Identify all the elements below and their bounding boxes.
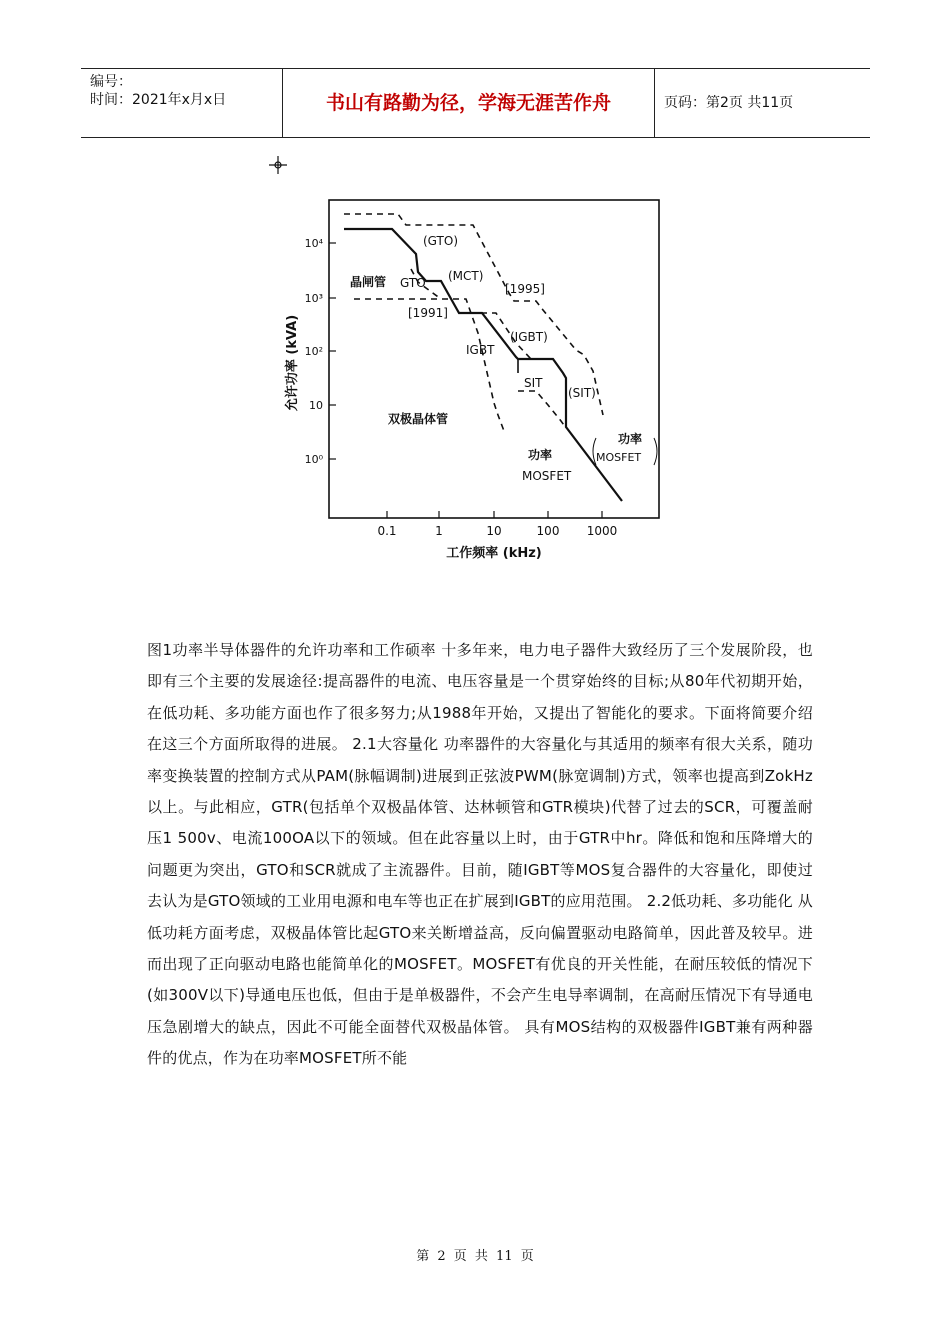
figure-plot-frame <box>329 200 659 518</box>
gto-projected-label: (GTO) <box>423 234 459 248</box>
year-1991-label: [1991] <box>408 306 448 320</box>
y-tick-label: 10² <box>304 345 323 358</box>
x-tick-label: 1 <box>435 524 443 538</box>
power-mosfet-label-top: 功率 <box>528 448 553 462</box>
y-axis-title: 允许功率 (kVA) <box>285 314 300 412</box>
y-tick-label: 10⁰ <box>304 453 323 466</box>
bjt-label: 双极晶体管 <box>388 412 449 426</box>
power-frequency-figure <box>266 183 680 575</box>
thyristor-label: 晶闸管 <box>350 275 387 289</box>
header-meta-cell <box>81 69 283 137</box>
power-mosfet-label-bottom: MOSFET <box>522 469 572 483</box>
header-motto: 书山有路勤为径，学海无涯苦作舟 <box>283 69 655 137</box>
x-axis-ticks <box>387 511 602 518</box>
y-tick-label: 10³ <box>304 292 323 305</box>
y-axis-ticks <box>329 243 336 459</box>
igbt-projected-label: (IGBT) <box>510 330 548 344</box>
page-header <box>81 68 870 138</box>
x-tick-label: 1000 <box>586 524 618 538</box>
x-tick-label: 10 <box>486 524 502 538</box>
y-tick-label: 10 <box>309 399 323 412</box>
mct-label: (MCT) <box>448 269 484 283</box>
power-mosfet-projected-label-bottom: MOSFET <box>596 451 642 464</box>
y-tick-label: 10⁴ <box>304 237 323 250</box>
gto-label: GTO <box>400 276 426 290</box>
mosfet-projected-boundary-line <box>518 391 566 428</box>
x-tick-label: 100 <box>536 524 560 538</box>
x-axis-title: 工作频率 (kHz) <box>446 546 542 561</box>
sit-label: SIT <box>524 376 543 390</box>
header-page-number: 页码：第2页 共11页 <box>664 95 794 111</box>
igbt-label: IGBT <box>466 343 495 357</box>
document-date-label: 时间：2021年x月x日 <box>90 92 227 108</box>
body-paragraph: 图1功率半导体器件的允许功率和工作硕率 十多年来，电力电子器件大致经历了三个发展阶段，也即有三个主要的发展途径:提高器件的电流、电压容量是一个贯穿始终的目标;从80年代初期开始，在低功耗、多功能方面也作了很多努力;从1988年开始，又提出了智能化的要求。下面将简要介绍在这三个方面所取得的进展。 2.1大容量化 功率器件的大容量化与其适用的频率有很大关系，随功率变换装置的控制方式从PAM(脉幅调制)进展到正弦波PWM(脉宽调制)方式，领率也提高到ZokHz以上。与此相应，GTR(包括单个双极晶体管、达林顿管和GTR模块)代替了过去的SCR，可覆盖耐压1 500v、电流100OA以下的领域。但在此容量以上时，由于GTR中hr。降低和饱和压降增大的问题更为突出，GTO和SCR就成了主流器件。目前，随IGBT等MOS复合器件的大容量化，即使过去认为是GTO领域的工业用电源和电车等也正在扩展到IGBT的应用范围。 2.2低功耗、多功能化 从低功耗方面考虑，双极晶体管比起GTO来关断增益高，反向偏置驱动电路简单，因此普及较早。进而出现了正向驱动电路也能简单化的MOSFET。MOSFET有优良的开关性能，在耐压较低的情况下(如300V以下)导通电压也低，但由于是单极器件，不会产生电导率调制，在高耐压情况下有导通电压急剧增大的缺点，因此不可能全面替代双极晶体管。 具有MOS结构的双极器件IGBT兼有两种器件的优点，作为在功率MOSFET所不能 <box>147 641 813 1068</box>
bracket-mark <box>654 438 657 465</box>
document-code-label: 编号： <box>90 74 132 90</box>
x-tick-label: 0.1 <box>377 524 397 538</box>
sit-projected-label: (SIT) <box>568 386 596 400</box>
power-mosfet-projected-label-top: 功率 <box>618 432 643 446</box>
page-footer: 第 2 页 共 11 页 <box>416 1249 534 1264</box>
anchor-crosshair-icon <box>268 155 288 175</box>
gto-projected-boundary-line <box>344 214 603 415</box>
year-1995-label: [1995] <box>505 282 545 296</box>
